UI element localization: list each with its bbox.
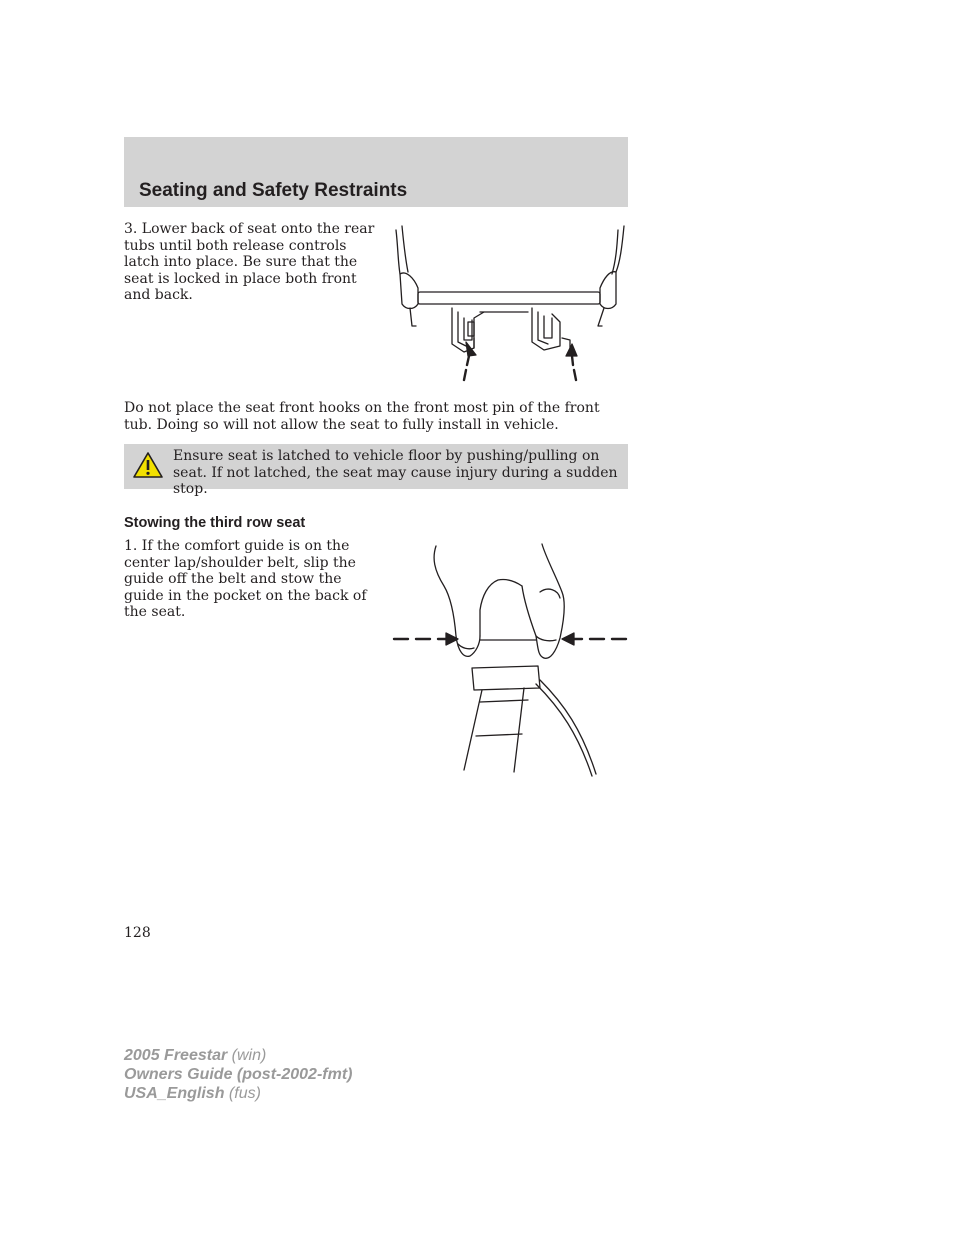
- footer-line-3: [124, 1084, 352, 1103]
- footer-language: USA_English: [124, 1085, 225, 1102]
- installation-note: Do not place the seat front hooks on the front most pin of the front tub. Doing so will not allow the seat to fully install in vehicle.: [124, 400, 600, 433]
- section-subheading: Stowing the third row seat: [124, 515, 306, 531]
- footer-guide: Owners Guide (post-2002-fmt): [124, 1066, 353, 1083]
- footer-line-2: [124, 1065, 352, 1084]
- step-1-paragraph: 1. If the comfort guide is on the center lap/shoulder belt, slip the guide off the belt and stow the guide in the pocket on the back of the seat.: [124, 538, 367, 620]
- document-footer: [124, 1046, 352, 1103]
- section-header-band: [124, 137, 628, 207]
- warning-triangle-icon: [132, 451, 164, 479]
- footer-line-1: [124, 1046, 352, 1065]
- page-number: 128: [124, 925, 151, 941]
- warning-text: Ensure seat is latched to vehicle floor by pushing/pulling on seat. If not latched, the seat may cause injury during a sudden stop.: [173, 448, 618, 497]
- footer-language-code: (fus): [224, 1085, 261, 1102]
- step-3-paragraph: 3. Lower back of seat onto the rear tubs until both release controls latch into place. Be sure that the seat is locked in place both front and back.: [124, 221, 375, 303]
- footer-model: 2005 Freestar: [124, 1047, 228, 1064]
- comfort-guide-illustration: [388, 540, 632, 780]
- warning-box: [124, 444, 628, 497]
- footer-model-code: (win): [227, 1047, 267, 1064]
- section-title: Seating and Safety Restraints: [139, 180, 408, 201]
- seat-latch-illustration: [392, 222, 632, 387]
